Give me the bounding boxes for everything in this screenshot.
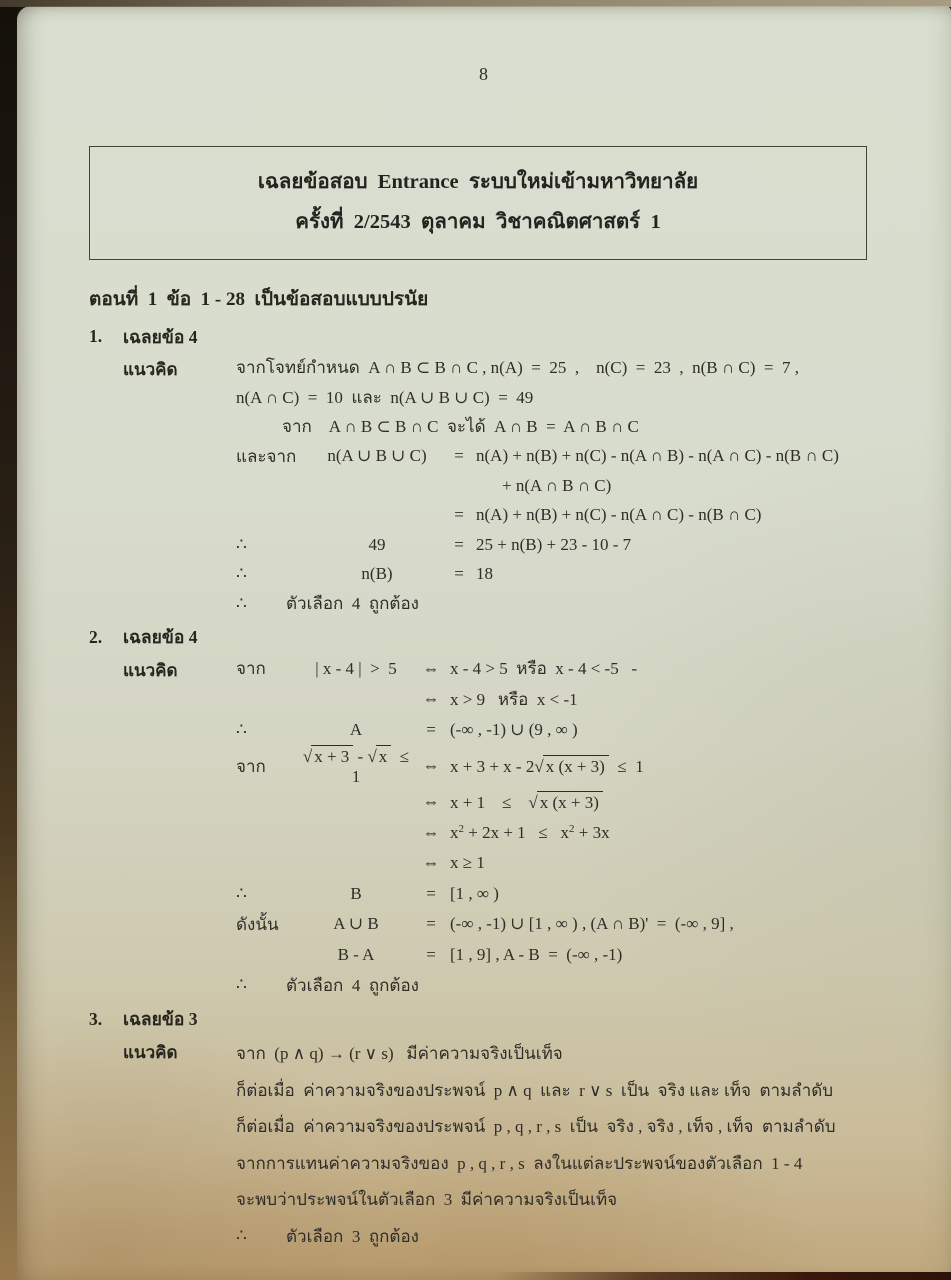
relation-symbol: = [426, 719, 436, 739]
scanned-page [17, 6, 951, 1280]
solution-line [236, 1182, 951, 1219]
line-text: ตัวเลือก 3 ถูกต้อง [286, 1226, 419, 1246]
line-text: จากการแทนค่าความจริงของ p , q , r , s ลงในแต่ละประพจน์ของตัวเลือก 1 - 4 [236, 1153, 803, 1173]
problem-header [89, 621, 951, 654]
solution-line [236, 412, 951, 442]
line-text: ก็ต่อเมื่อ ค่าความจริงของประพจน์ p ∧ q และ r ∨ s เป็น จริง และ เท็จ ตามลำดับ [236, 1080, 834, 1100]
therefore-symbol: ∴ [236, 975, 247, 995]
line-text: จะพบว่าประพจน์ในตัวเลือก 3 มีค่าความจริงเป็นเท็จ [236, 1190, 618, 1210]
solution-line [236, 745, 951, 787]
equation-rhs: x + 3 + x - 2√ x (x + 3) ≤ 1 [450, 757, 644, 776]
method-label: แนวคิด [123, 1042, 178, 1062]
answer-label: เฉลยข้อ 4 [123, 326, 198, 347]
equation-lhs: | x - 4 | > 5 [315, 658, 397, 678]
solution-line [236, 818, 951, 849]
therefore-symbol: ∴ [236, 1226, 247, 1246]
solution-line [236, 909, 951, 940]
sqrt-expression [303, 745, 353, 767]
equation-lhs: A ∪ B [333, 914, 379, 934]
equation-rhs: $x^2 + 2x + 1 \le x^2 + 3x$ [450, 822, 610, 842]
equation-lhs: B - A [337, 944, 375, 964]
sqrt-radicand: x (x + 3) [543, 755, 609, 777]
line-text: ตัวเลือก 4 ถูกต้อง [286, 975, 419, 995]
relation-symbol: ⇔ [422, 853, 440, 873]
line-text: n(A ∩ C) = 10 และ n(A ∪ B ∪ C) = 49 [236, 387, 534, 407]
line-text: ก็ต่อเมื่อ ค่าความจริงของประพจน์ p , q , r , s เป็น จริง , จริง , เท็จ , เท็จ ตามลำดับ [236, 1117, 836, 1137]
sqrt-radicand: x + 3 [311, 745, 353, 767]
line-connective: ∴ [236, 883, 247, 903]
problem-header [89, 1003, 951, 1036]
equation-rhs: n(A) + n(B) + n(C) - n(A ∩ C) - n(B ∩ C) [476, 505, 762, 525]
problems-list [17, 320, 951, 1255]
relation-symbol: = [454, 505, 464, 525]
problem-number: 3. [89, 1008, 103, 1029]
equation-lhs: √ x + 3 - √ x ≤ 1 [302, 747, 418, 786]
equation-rhs: + n(A ∩ B ∩ C) [502, 475, 612, 495]
sqrt-expression [528, 791, 603, 813]
book-binding-edge [0, 0, 17, 1280]
equation-rhs: [1 , 9] , A - B = (-∞ , -1) [450, 944, 623, 964]
line-connective: ∴ [236, 564, 247, 584]
problem [17, 1003, 951, 1255]
scan-bottom-edge [0, 1272, 951, 1280]
solution-line [236, 940, 951, 971]
equation-rhs: (-∞ , -1) ∪ (9 , ∞ ) [450, 719, 578, 739]
problem-body [123, 353, 951, 619]
problem-header [89, 320, 951, 353]
exam-title-box [89, 146, 867, 260]
solution-lines [236, 1036, 951, 1255]
problem [17, 621, 951, 1001]
equation-rhs: 25 + n(B) + 23 - 10 - 7 [476, 534, 632, 554]
problem-body [123, 654, 951, 1001]
exponent: 2 [569, 822, 575, 835]
line-connective: จาก [236, 756, 266, 776]
problem-number: 1. [89, 326, 103, 346]
line-connective: จาก [236, 659, 266, 679]
answer-label: เฉลยข้อ 4 [123, 627, 198, 647]
solution-line [236, 1072, 951, 1109]
equation-rhs: [1 , ∞ ) [450, 883, 499, 903]
sqrt-expression [534, 755, 609, 777]
solution-line [236, 442, 951, 472]
solution-line [236, 715, 951, 746]
relation-symbol: = [426, 914, 436, 934]
solution-line [236, 560, 951, 590]
equation-rhs: x - 4 > 5 หรือ x - 4 < -5 - [450, 659, 638, 679]
problem-body [123, 1036, 951, 1255]
sqrt-expression [367, 745, 391, 767]
equation-lhs: A [349, 719, 363, 739]
relation-symbol: ⇔ [422, 792, 440, 812]
page-number: 8 [479, 64, 489, 84]
solution-line [236, 530, 951, 560]
line-connective: และจาก [236, 446, 297, 466]
sqrt-sign: √ [534, 757, 544, 776]
solution-line [236, 1218, 951, 1255]
method-label: แนวคิด [123, 360, 178, 379]
solution-line [236, 787, 951, 818]
line-connective: ∴ [236, 534, 247, 554]
solution-line [236, 1036, 951, 1073]
line-text: จาก A ∩ B ⊂ B ∩ C จะได้ A ∩ B = A ∩ B ∩ C [282, 417, 639, 437]
answer-label: เฉลยข้อ 3 [123, 1009, 198, 1029]
problem-number: 2. [89, 626, 103, 647]
exam-title-line-1: เฉลยข้อสอบ Entrance ระบบใหม่เข้ามหาวิทยาลัย [257, 171, 699, 193]
relation-symbol: ⇔ [422, 822, 440, 842]
solution-line [236, 848, 951, 879]
equation-lhs: 49 [368, 534, 386, 554]
scan-top-edge [0, 0, 951, 7]
equation-rhs: 18 [476, 564, 493, 584]
relation-symbol: = [454, 446, 464, 466]
relation-symbol: = [426, 883, 436, 903]
equation-rhs: x ≥ 1 [450, 853, 485, 873]
sqrt-sign: √ [528, 793, 538, 813]
equation-lhs: B [350, 883, 362, 903]
solution-line [236, 589, 951, 619]
solution-line [236, 501, 951, 531]
equation-lhs: n(B) [361, 564, 393, 584]
sqrt-radicand: x (x + 3) [537, 791, 603, 813]
line-connective: ∴ [236, 719, 247, 739]
relation-symbol: ⇔ [422, 658, 440, 678]
solution-line [236, 684, 951, 715]
sqrt-sign: √ [302, 747, 313, 766]
line-text: จาก (p ∧ q) → (r ∨ s) มีค่าความจริงเป็นเท็จ [236, 1044, 563, 1064]
section-header: ตอนที่ 1 ข้อ 1 - 28 เป็นข้อสอบแบบปรนัย [89, 289, 429, 310]
equation-rhs: x + 1 ≤ √ x (x + 3) [450, 791, 951, 813]
equation-lhs: n(A ∪ B ∪ C) [327, 446, 427, 466]
therefore-symbol: ∴ [236, 593, 247, 613]
solution-line [236, 970, 951, 1001]
equation-rhs: x > 9 หรือ x < -1 [450, 689, 578, 709]
solution-line [236, 654, 951, 685]
equation-rhs: n(A) + n(B) + n(C) - n(A ∩ B) - n(A ∩ C) - n(B ∩ C) [476, 446, 839, 466]
solution-line [236, 471, 951, 501]
solution-line [236, 1109, 951, 1146]
solution-line [236, 353, 951, 383]
sqrt-radicand: x [376, 745, 392, 767]
line-connective: ดังนั้น [236, 914, 279, 934]
relation-symbol: = [454, 564, 464, 584]
solution-line [236, 1145, 951, 1182]
exponent: 2 [458, 822, 464, 835]
equation-rhs: (-∞ , -1) ∪ [1 , ∞ ) , (A ∩ B)' = (-∞ , 9] , [450, 914, 734, 934]
problem [17, 320, 951, 619]
relation-symbol: ⇔ [422, 756, 440, 775]
line-text: ตัวเลือก 4 ถูกต้อง [286, 594, 419, 614]
solution-lines [236, 353, 951, 619]
line-text: จากโจทย์กำหนด A ∩ B ⊂ B ∩ C , n(A) = 25 , n(C) = 23 , n(B ∩ C) = 7 , [236, 358, 799, 378]
solution-line [236, 383, 951, 413]
method-label: แนวคิด [123, 660, 178, 680]
solution-lines [236, 654, 951, 1001]
exam-title-line-2: ครั้งที่ 2/2543 ตุลาคม วิชาคณิตศาสตร์ 1 [295, 211, 661, 233]
relation-symbol: ⇔ [422, 689, 440, 709]
relation-symbol: = [426, 944, 436, 964]
sqrt-sign: √ [367, 747, 377, 766]
relation-symbol: = [454, 534, 464, 554]
solution-line [236, 879, 951, 910]
